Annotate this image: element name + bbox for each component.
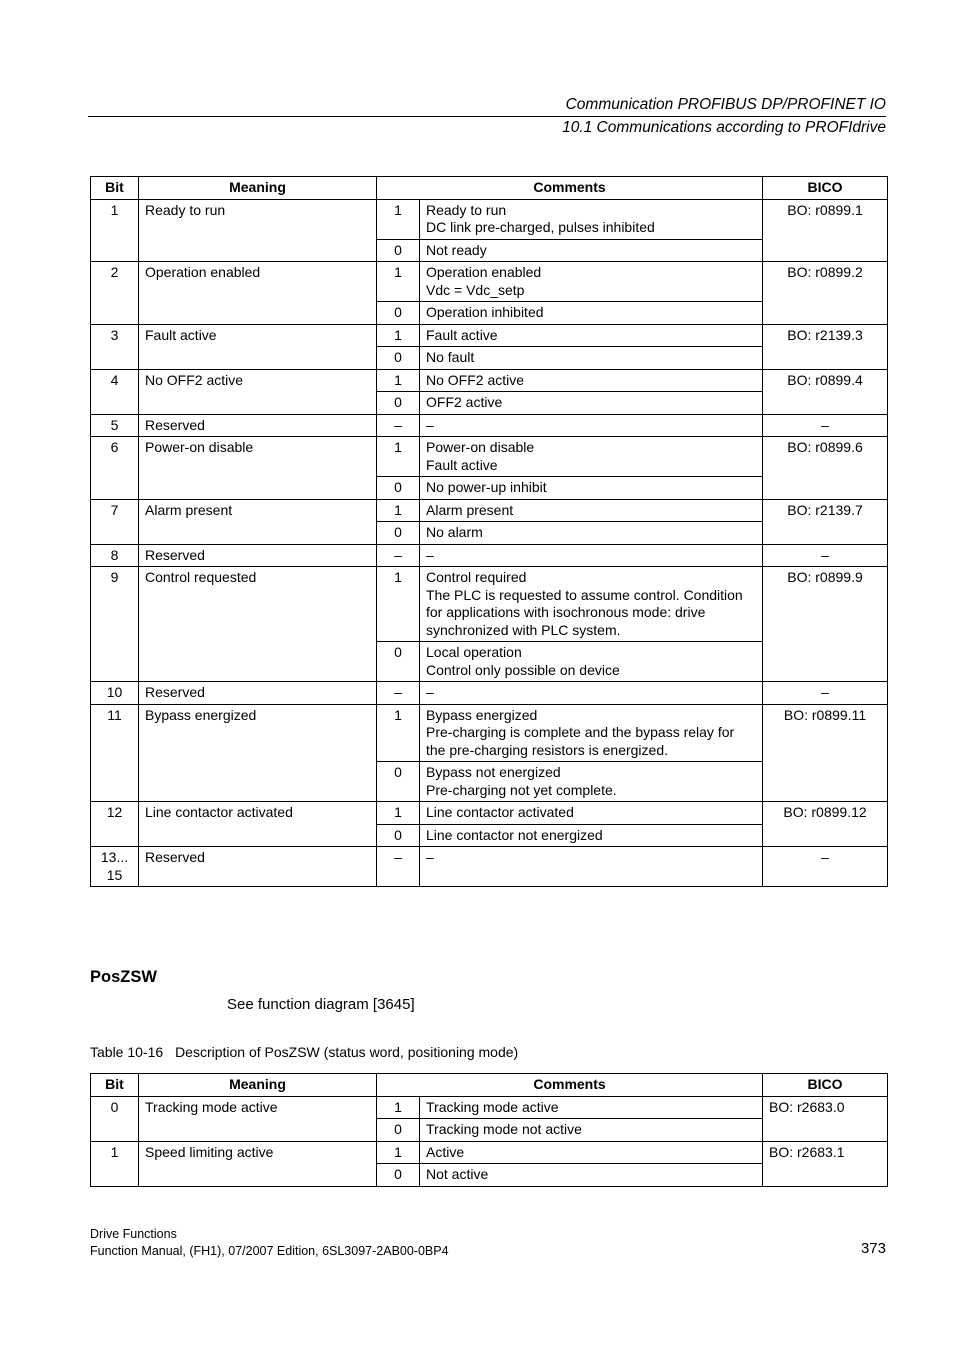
- bit-cell: 0: [91, 1096, 139, 1141]
- col-bico: BICO: [763, 1074, 888, 1097]
- table-row: [91, 324, 888, 347]
- bico-cell: BO: r0899.9: [763, 567, 888, 682]
- bico-cell: BO: r0899.1: [763, 199, 888, 262]
- table-row: [91, 262, 888, 302]
- comment-line: Control required: [426, 569, 527, 585]
- comment-cell: [420, 302, 763, 325]
- bico-cell: BO: r0899.4: [763, 369, 888, 414]
- header-chapter: Communication PROFIBUS DP/PROFINET IO: [565, 96, 886, 113]
- comment-cell: [420, 239, 763, 262]
- value-cell: 1: [377, 437, 420, 477]
- bit-cell: 5: [91, 414, 139, 437]
- comment-cell: [420, 199, 763, 239]
- comment-line: Bypass energized: [426, 706, 538, 723]
- value-cell: 1: [377, 1141, 420, 1164]
- meaning-cell: Reserved: [139, 414, 377, 437]
- status-word-table: [90, 176, 888, 887]
- table-row: [91, 414, 888, 437]
- table-row: [91, 544, 888, 567]
- comment-line: Not ready: [426, 241, 487, 258]
- comment-cell: [420, 477, 763, 500]
- bico-cell: –: [763, 682, 888, 705]
- meaning-cell: Speed limiting active: [139, 1141, 377, 1186]
- value-cell: 1: [377, 324, 420, 347]
- bit-cell: 2: [91, 262, 139, 325]
- value-cell: 0: [377, 477, 420, 500]
- bico-cell: BO: r0899.11: [763, 704, 888, 802]
- table-caption-text: Description of PosZSW (status word, positioning mode): [175, 1044, 519, 1060]
- meaning-cell: Operation enabled: [139, 262, 377, 325]
- comment-cell: [420, 642, 763, 682]
- comment-cell: [420, 824, 763, 847]
- comment-line: Alarm present: [426, 501, 514, 518]
- comment-line: Line contactor activated: [426, 804, 574, 820]
- table-row: [91, 682, 888, 705]
- header-section: 10.1 Communications according to PROFIdrive: [562, 119, 886, 136]
- bit-cell: 7: [91, 499, 139, 544]
- col-meaning: Meaning: [139, 177, 377, 200]
- bit-cell: 10: [91, 682, 139, 705]
- value-cell: 0: [377, 642, 420, 682]
- bit-cell: 8: [91, 544, 139, 567]
- comment-line: Bypass not energized: [426, 764, 561, 780]
- col-bit: Bit: [91, 1074, 139, 1097]
- meaning-cell: Tracking mode active: [139, 1096, 377, 1141]
- bico-cell: –: [763, 414, 888, 437]
- value-cell: 1: [377, 1096, 420, 1119]
- meaning-cell: No OFF2 active: [139, 369, 377, 414]
- bit-cell: 12: [91, 802, 139, 847]
- bit-cell: 1: [91, 199, 139, 262]
- comment-cell: [420, 544, 763, 567]
- bico-cell: BO: r2683.0: [763, 1096, 888, 1141]
- function-diagram-reference: See function diagram [3645]: [227, 996, 415, 1013]
- table-caption-number: Table 10-16: [90, 1044, 164, 1060]
- table-row: [91, 1141, 888, 1164]
- comment-cell: [420, 499, 763, 522]
- value-cell: 0: [377, 1164, 420, 1187]
- meaning-cell: Power-on disable: [139, 437, 377, 500]
- bico-cell: –: [763, 847, 888, 887]
- comment-cell: [420, 762, 763, 802]
- comment-cell: [420, 1141, 763, 1164]
- bico-cell: –: [763, 544, 888, 567]
- value-cell: 0: [377, 762, 420, 802]
- bit-cell: 13... 15: [91, 847, 139, 887]
- comment-line: Vdc = Vdc_setp: [426, 281, 525, 298]
- comment-line: The PLC is requested to assume control. Condition for applications with isochronous mode: drive synchronized with PLC system.: [426, 586, 743, 638]
- table-row: [91, 1096, 888, 1119]
- value-cell: 1: [377, 567, 420, 642]
- value-cell: –: [377, 544, 420, 567]
- table-row: [91, 199, 888, 239]
- comment-line: Pre-charging is complete and the bypass relay for the pre-charging resistors is energized.: [426, 724, 735, 758]
- value-cell: 0: [377, 347, 420, 370]
- page-number: 373: [860, 1240, 886, 1257]
- col-bit: Bit: [91, 177, 139, 200]
- value-cell: 1: [377, 262, 420, 302]
- table-header-row: [91, 177, 888, 200]
- footer-edition: Function Manual, (FH1), 07/2007 Edition, 6SL3097-2AB00-0BP4: [90, 1244, 449, 1258]
- table-header-row: [91, 1074, 888, 1097]
- comment-line: –: [426, 684, 434, 700]
- bico-cell: BO: r0899.6: [763, 437, 888, 500]
- comment-cell: [420, 437, 763, 477]
- comment-line: Power-on disable: [426, 439, 535, 455]
- comment-cell: [420, 704, 763, 762]
- bit-cell: 4: [91, 369, 139, 414]
- bit-cell: 3: [91, 324, 139, 369]
- table-row: [91, 704, 888, 762]
- table-row: [91, 847, 888, 887]
- table-row: [91, 802, 888, 825]
- poszsw-table: [90, 1073, 888, 1187]
- bico-cell: BO: r2139.7: [763, 499, 888, 544]
- comment-cell: [420, 1096, 763, 1119]
- col-bico: BICO: [763, 177, 888, 200]
- value-cell: 1: [377, 199, 420, 239]
- value-cell: –: [377, 414, 420, 437]
- page-footer: [90, 1226, 449, 1260]
- col-comments: Comments: [377, 1074, 763, 1097]
- comment-cell: [420, 392, 763, 415]
- comment-line: Active: [426, 1143, 465, 1160]
- meaning-cell: Control requested: [139, 567, 377, 682]
- bit-cell: 9: [91, 567, 139, 682]
- table-row: [91, 437, 888, 477]
- meaning-cell: Reserved: [139, 847, 377, 887]
- bico-cell: BO: r2683.1: [763, 1141, 888, 1186]
- comment-line: DC link pre-charged, pulses inhibited: [426, 219, 655, 235]
- comment-line: Operation inhibited: [426, 304, 544, 320]
- comment-line: Control only possible on device: [426, 661, 620, 678]
- meaning-cell: Alarm present: [139, 499, 377, 544]
- bico-cell: BO: r0899.2: [763, 262, 888, 325]
- comment-line: Pre-charging not yet complete.: [426, 781, 617, 798]
- col-meaning: Meaning: [139, 1074, 377, 1097]
- comment-cell: [420, 369, 763, 392]
- page-header: [88, 94, 886, 139]
- comment-cell: [420, 522, 763, 545]
- comment-cell: [420, 262, 763, 302]
- comment-line: Fault active: [426, 326, 498, 343]
- section-title: PosZSW: [90, 968, 157, 986]
- bico-cell: BO: r0899.12: [763, 802, 888, 847]
- bit-cell: 6: [91, 437, 139, 500]
- value-cell: 0: [377, 239, 420, 262]
- comment-line: No OFF2 active: [426, 371, 525, 388]
- comment-line: Line contactor not energized: [426, 826, 603, 843]
- value-cell: 0: [377, 522, 420, 545]
- comment-line: –: [426, 416, 434, 433]
- comment-line: No fault: [426, 349, 475, 365]
- comment-cell: [420, 414, 763, 437]
- value-cell: 1: [377, 369, 420, 392]
- bit-cell: 11: [91, 704, 139, 802]
- value-cell: 1: [377, 704, 420, 762]
- comment-cell: [420, 847, 763, 887]
- comment-line: Not active: [426, 1166, 489, 1182]
- value-cell: 1: [377, 499, 420, 522]
- comment-line: No alarm: [426, 524, 483, 540]
- value-cell: 0: [377, 302, 420, 325]
- meaning-cell: Fault active: [139, 324, 377, 369]
- value-cell: 0: [377, 1119, 420, 1142]
- table-row: [91, 567, 888, 642]
- value-cell: –: [377, 682, 420, 705]
- value-cell: –: [377, 847, 420, 887]
- comment-cell: [420, 682, 763, 705]
- comment-cell: [420, 802, 763, 825]
- col-comments: Comments: [377, 177, 763, 200]
- table-caption: [90, 1044, 518, 1060]
- comment-line: Fault active: [426, 456, 498, 473]
- comment-line: Ready to run: [426, 201, 507, 218]
- comment-cell: [420, 1119, 763, 1142]
- meaning-cell: Reserved: [139, 544, 377, 567]
- comment-line: Tracking mode active: [426, 1098, 559, 1115]
- table-row: [91, 369, 888, 392]
- comment-line: Operation enabled: [426, 264, 542, 280]
- bit-cell: 1: [91, 1141, 139, 1186]
- comment-line: –: [426, 546, 434, 563]
- bico-cell: BO: r2139.3: [763, 324, 888, 369]
- comment-line: –: [426, 849, 434, 865]
- meaning-cell: Bypass energized: [139, 704, 377, 802]
- comment-cell: [420, 567, 763, 642]
- comment-line: OFF2 active: [426, 394, 503, 410]
- meaning-cell: Reserved: [139, 682, 377, 705]
- footer-title: Drive Functions: [90, 1227, 177, 1241]
- comment-line: Tracking mode not active: [426, 1121, 582, 1137]
- comment-line: No power-up inhibit: [426, 479, 547, 495]
- value-cell: 1: [377, 802, 420, 825]
- comment-cell: [420, 1164, 763, 1187]
- comment-cell: [420, 347, 763, 370]
- value-cell: 0: [377, 392, 420, 415]
- table-row: [91, 499, 888, 522]
- meaning-cell: Line contactor activated: [139, 802, 377, 847]
- value-cell: 0: [377, 824, 420, 847]
- comment-line: Local operation: [426, 644, 522, 660]
- meaning-cell: Ready to run: [139, 199, 377, 262]
- comment-cell: [420, 324, 763, 347]
